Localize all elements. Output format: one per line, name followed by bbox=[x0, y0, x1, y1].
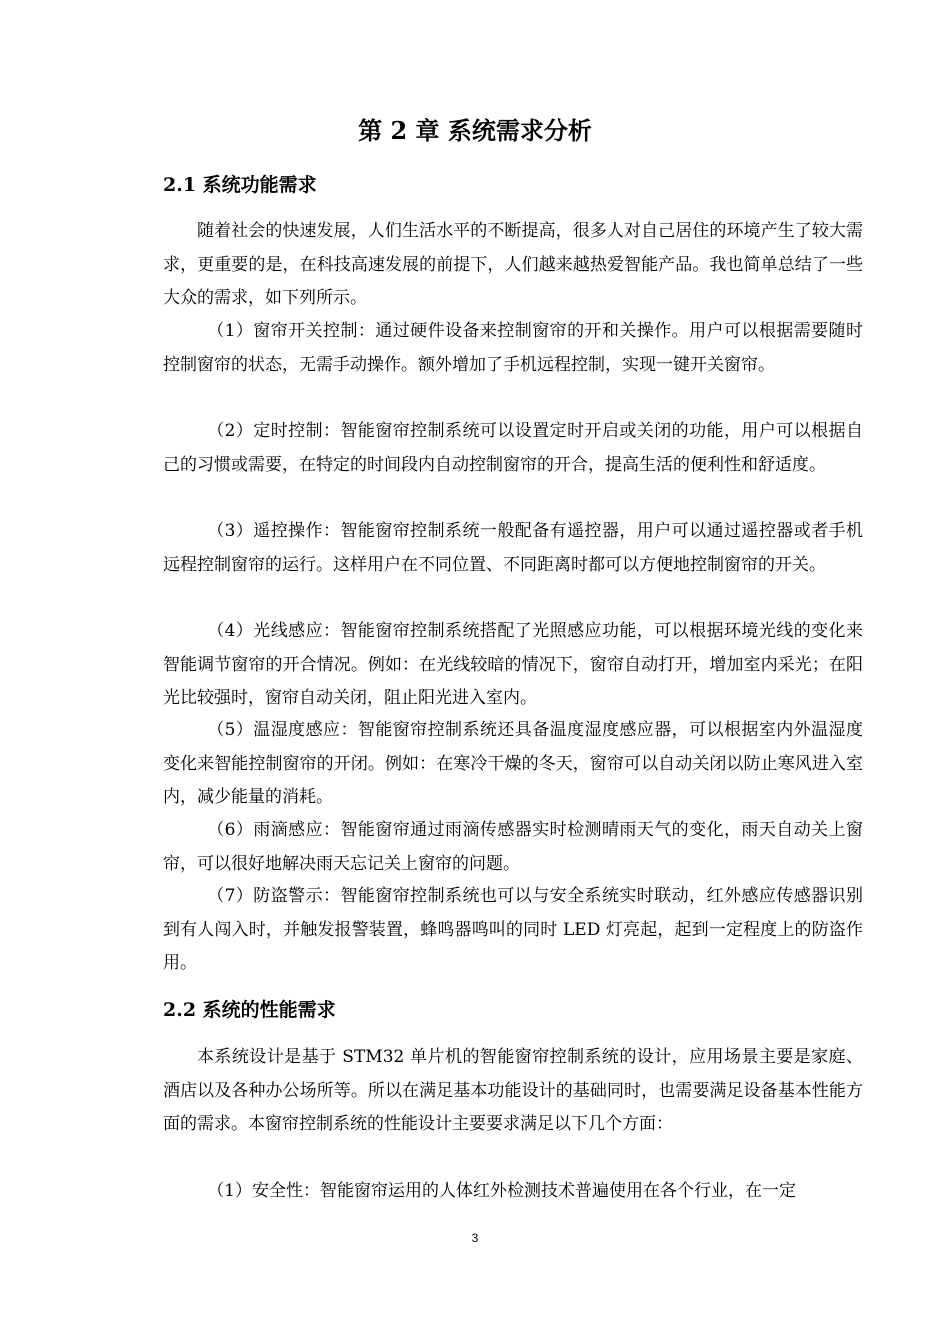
requirement-item-6: （6）雨滴感应：智能窗帘通过雨滴传感器实时检测晴雨天气的变化，雨天自动关上窗帘，可以很好地解决雨天忘记关上窗帘的问题。 bbox=[163, 820, 863, 874]
section-heading-2-1: 2.1 系统功能需求 bbox=[163, 174, 317, 196]
requirement-item-3: （3）遥控操作：智能窗帘控制系统一般配备有遥控器，用户可以通过遥控器或者手机远程控制窗帘的运行。这样用户在不同位置、不同距离时都可以方便地控制窗帘的开关。 bbox=[163, 521, 863, 575]
section-2-1-intro: 随着社会的快速发展，人们生活水平的不断提高，很多人对自己居住的环境产生了较大需求，更重要的是，在科技高速发展的前提下，人们越来越热爱智能产品。我也简单总结了一些大众的需求，如下列所示。 bbox=[163, 221, 863, 308]
requirement-item-2: （2）定时控制：智能窗帘控制系统可以设置定时开启或关闭的功能，用户可以根据自己的习惯或需要，在特定的时间段内自动控制窗帘的开合，提高生活的便利性和舒适度。 bbox=[163, 421, 863, 475]
section-heading-2-2: 2.2 系统的性能需求 bbox=[163, 999, 336, 1021]
requirement-item-4: （4）光线感应：智能窗帘控制系统搭配了光照感应功能，可以根据环境光线的变化来智能调节窗帘的开合情况。例如：在光线较暗的情况下，窗帘自动打开，增加室内采光；在阳光比较强时，窗帘自动关闭，阻止阳光进入室内。 bbox=[163, 621, 863, 708]
requirement-item-7: （7）防盗警示：智能窗帘控制系统也可以与安全系统实时联动，红外感应传感器识别到有人闯入时，并触发报警装置，蜂鸣器鸣叫的同时 LED 灯亮起，起到一定程度上的防盗作用。 bbox=[163, 886, 863, 973]
requirement-item-5: （5）温湿度感应：智能窗帘控制系统还具备温度湿度感应器，可以根据室内外温湿度变化来智能控制窗帘的开闭。例如：在寒冷干燥的冬天，窗帘可以自动关闭以防止寒风进入室内，减少能量的消耗。 bbox=[163, 720, 863, 807]
section-2-2-intro: 本系统设计是基于 STM32 单片机的智能窗帘控制系统的设计，应用场景主要是家庭、酒店以及各种办公场所等。所以在满足基本功能设计的基础同时，也需要满足设备基本性能方面的需求。本窗帘控制系统的性能设计主要要求满足以下几个方面： bbox=[163, 1047, 863, 1134]
performance-item-1: （1）安全性：智能窗帘运用的人体红外检测技术普遍使用在各个行业，在一定 bbox=[207, 1181, 797, 1201]
chapter-title: 第 2 章 系统需求分析 bbox=[358, 116, 592, 145]
page-number: 3 bbox=[471, 1231, 479, 1245]
requirement-item-1: （1）窗帘开关控制：通过硬件设备来控制窗帘的开和关操作。用户可以根据需要随时控制窗帘的状态，无需手动操作。额外增加了手机远程控制，实现一键开关窗帘。 bbox=[163, 321, 863, 375]
